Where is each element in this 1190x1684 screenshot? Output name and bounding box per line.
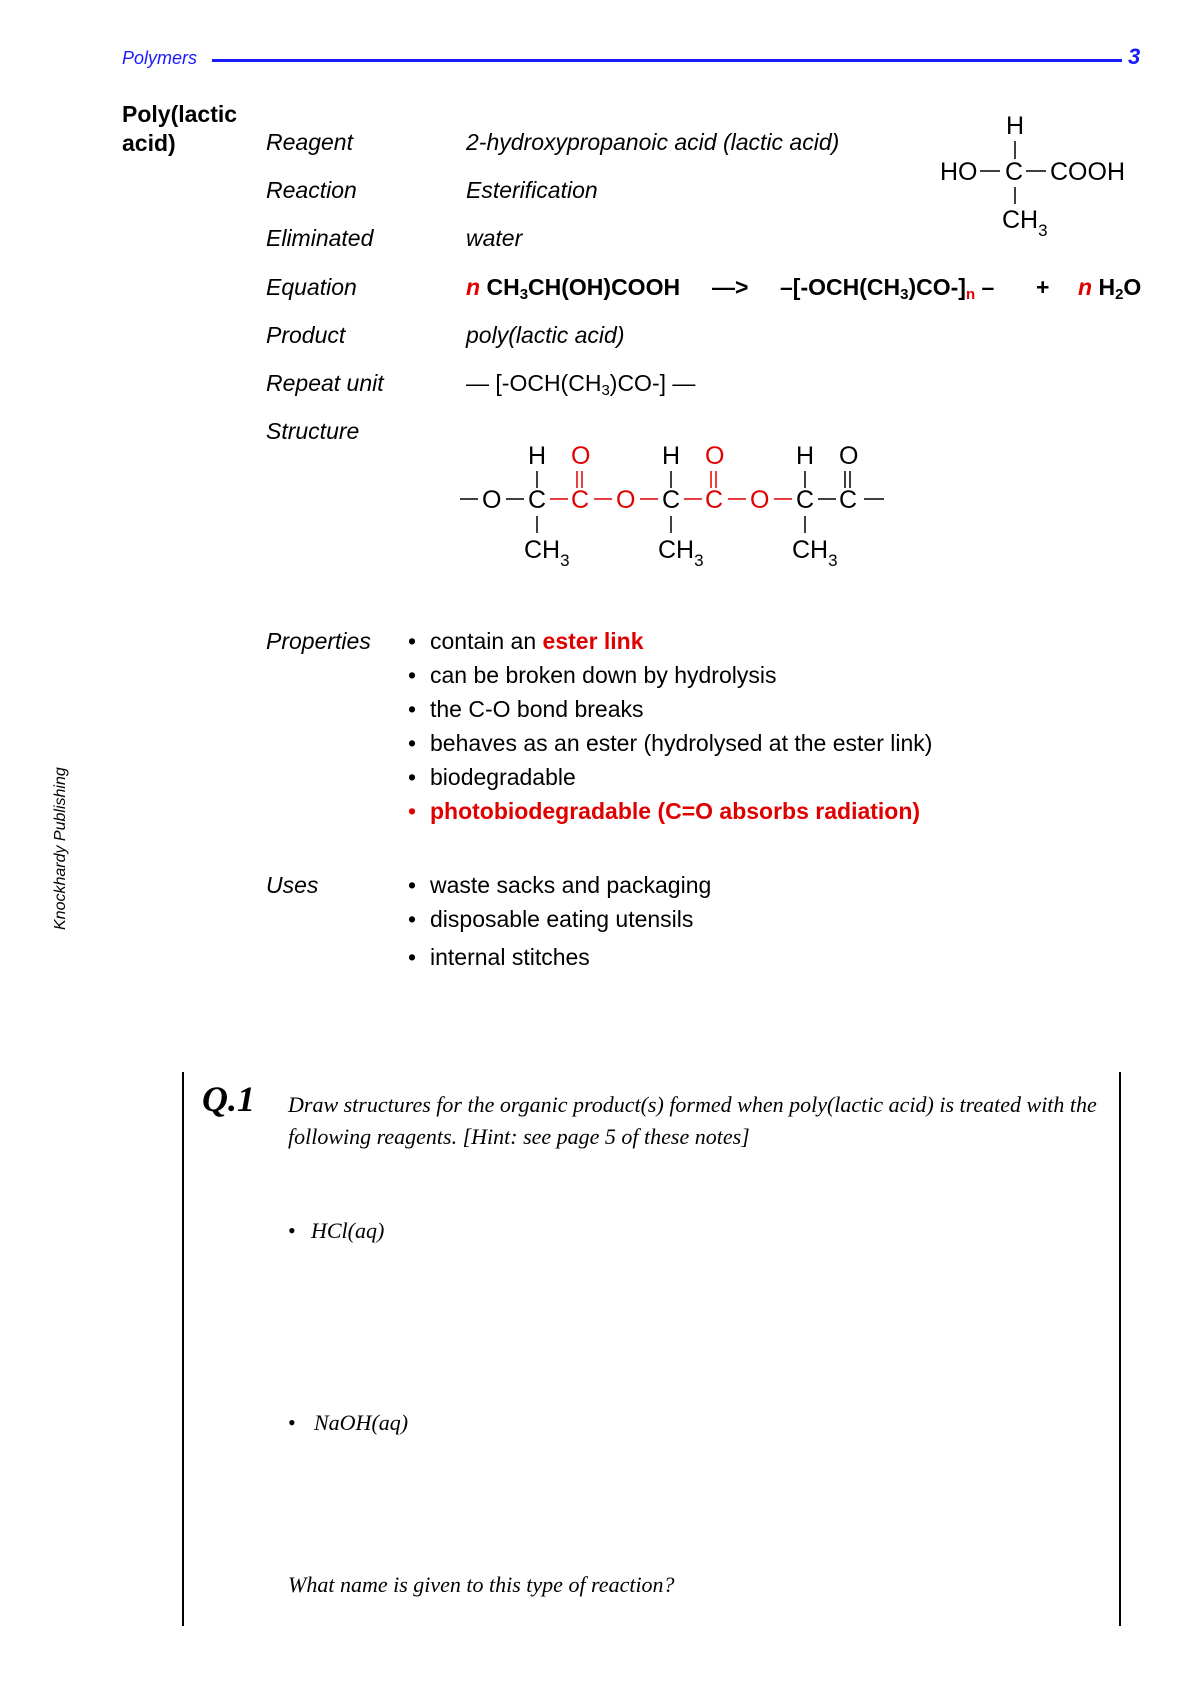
chain-o-2: O bbox=[616, 486, 636, 514]
unit3-carbonyl-o: O bbox=[839, 442, 859, 470]
section-title: Poly(lactic acid) bbox=[122, 101, 238, 156]
unit3-carbonyl-c: C bbox=[839, 486, 858, 514]
bullet: • bbox=[408, 872, 417, 898]
label-uses: Uses bbox=[266, 872, 319, 898]
value-reaction: Esterification bbox=[466, 177, 598, 203]
lactic-h: H bbox=[1006, 112, 1025, 140]
label-eliminated: Eliminated bbox=[266, 225, 374, 251]
unit2-c: C bbox=[662, 486, 681, 514]
label-reaction: Reaction bbox=[266, 177, 357, 203]
unit3-h: H bbox=[796, 442, 815, 470]
bullet: • bbox=[408, 628, 417, 654]
property-photobiodegradable: photobiodegradable (C=O absorbs radiation) bbox=[430, 798, 921, 824]
label-repeat-unit: Repeat unit bbox=[266, 370, 384, 396]
use-utensils: disposable eating utensils bbox=[430, 906, 694, 932]
use-stitches: internal stitches bbox=[430, 944, 590, 970]
publisher-sidebar: Knockhardy Publishing bbox=[52, 767, 69, 930]
label-reagent: Reagent bbox=[266, 129, 353, 155]
question-reagent-naoh: NaOH(aq) bbox=[314, 1410, 409, 1435]
unit1-carbonyl-o: O bbox=[571, 442, 591, 470]
header-section-title: Polymers bbox=[122, 48, 198, 68]
question-text: Draw structures for the organic product(s) formed when poly(lactic acid) is treated with the following reagents. [Hint: see page 5 of these notes] bbox=[288, 1092, 1097, 1149]
unit2-h: H bbox=[662, 442, 681, 470]
label-equation: Equation bbox=[266, 274, 357, 300]
unit3-c: C bbox=[796, 486, 815, 514]
bullet: • bbox=[408, 944, 417, 970]
equation-plus: + bbox=[1036, 274, 1050, 300]
header-rule bbox=[212, 59, 1122, 62]
bullet: • bbox=[288, 1218, 296, 1243]
equation-arrow: —> bbox=[712, 274, 749, 300]
value-product: poly(lactic acid) bbox=[466, 322, 625, 348]
bullet: • bbox=[408, 730, 417, 756]
chain-o-3: O bbox=[750, 486, 770, 514]
bullet: • bbox=[408, 764, 417, 790]
question-box-left-border bbox=[182, 1072, 184, 1626]
lactic-c: C bbox=[1005, 158, 1024, 186]
unit2-carbonyl-c: C bbox=[705, 486, 724, 514]
bullet: • bbox=[408, 798, 417, 824]
unit2-ch3: $CH_3$ bbox=[658, 536, 704, 570]
property-hydrolysis: can be broken down by hydrolysis bbox=[430, 662, 777, 688]
question-box-right-border bbox=[1119, 1072, 1121, 1626]
lactic-ho: HO bbox=[940, 158, 978, 186]
lactic-ch3: $CH_3$ bbox=[1002, 206, 1048, 240]
unit1-carbonyl-c: C bbox=[571, 486, 590, 514]
unit2-carbonyl-o: O bbox=[705, 442, 725, 470]
value-repeat-unit: — $[-OCH(CH_3)CO-]$ — bbox=[466, 370, 696, 399]
unit1-c: C bbox=[528, 486, 547, 514]
bullet: • bbox=[408, 662, 417, 688]
label-product: Product bbox=[266, 322, 346, 348]
chain-o-1: O bbox=[482, 486, 502, 514]
equation-reactant: n $CH_3CH(OH)COOH$ bbox=[466, 274, 681, 303]
value-reagent: 2-hydroxypropanoic acid (lactic acid) bbox=[466, 129, 840, 155]
property-ester-behaviour: behaves as an ester (hydrolysed at the ester link) bbox=[430, 730, 933, 756]
label-structure: Structure bbox=[266, 418, 360, 444]
bullet: • bbox=[288, 1410, 296, 1435]
polymer-structure bbox=[440, 430, 910, 580]
page-number: 3 bbox=[1128, 44, 1141, 69]
question-final: What name is given to this type of reaction? bbox=[288, 1572, 675, 1597]
label-properties: Properties bbox=[266, 628, 371, 654]
bullet: • bbox=[408, 696, 417, 722]
property-ester-link: contain an ester link bbox=[430, 628, 644, 654]
property-co-bond: the C-O bond breaks bbox=[430, 696, 644, 722]
equation-product: $-[-OCH(CH_3)CO-]_n$ – bbox=[780, 274, 995, 303]
unit1-ch3: $CH_3$ bbox=[524, 536, 570, 570]
unit3-ch3: $CH_3$ bbox=[792, 536, 838, 570]
lactic-acid-structure bbox=[930, 100, 1150, 250]
unit1-h: H bbox=[528, 442, 547, 470]
lactic-cooh: COOH bbox=[1050, 158, 1125, 186]
bullet: • bbox=[408, 906, 417, 932]
question-reagent-hcl: HCl(aq) bbox=[311, 1218, 385, 1243]
question-number: Q.1 bbox=[202, 1079, 255, 1119]
value-eliminated: water bbox=[466, 225, 523, 251]
equation-water: n $H_2O$ bbox=[1078, 274, 1142, 303]
property-biodegradable: biodegradable bbox=[430, 764, 576, 790]
use-waste-sacks: waste sacks and packaging bbox=[430, 872, 712, 898]
